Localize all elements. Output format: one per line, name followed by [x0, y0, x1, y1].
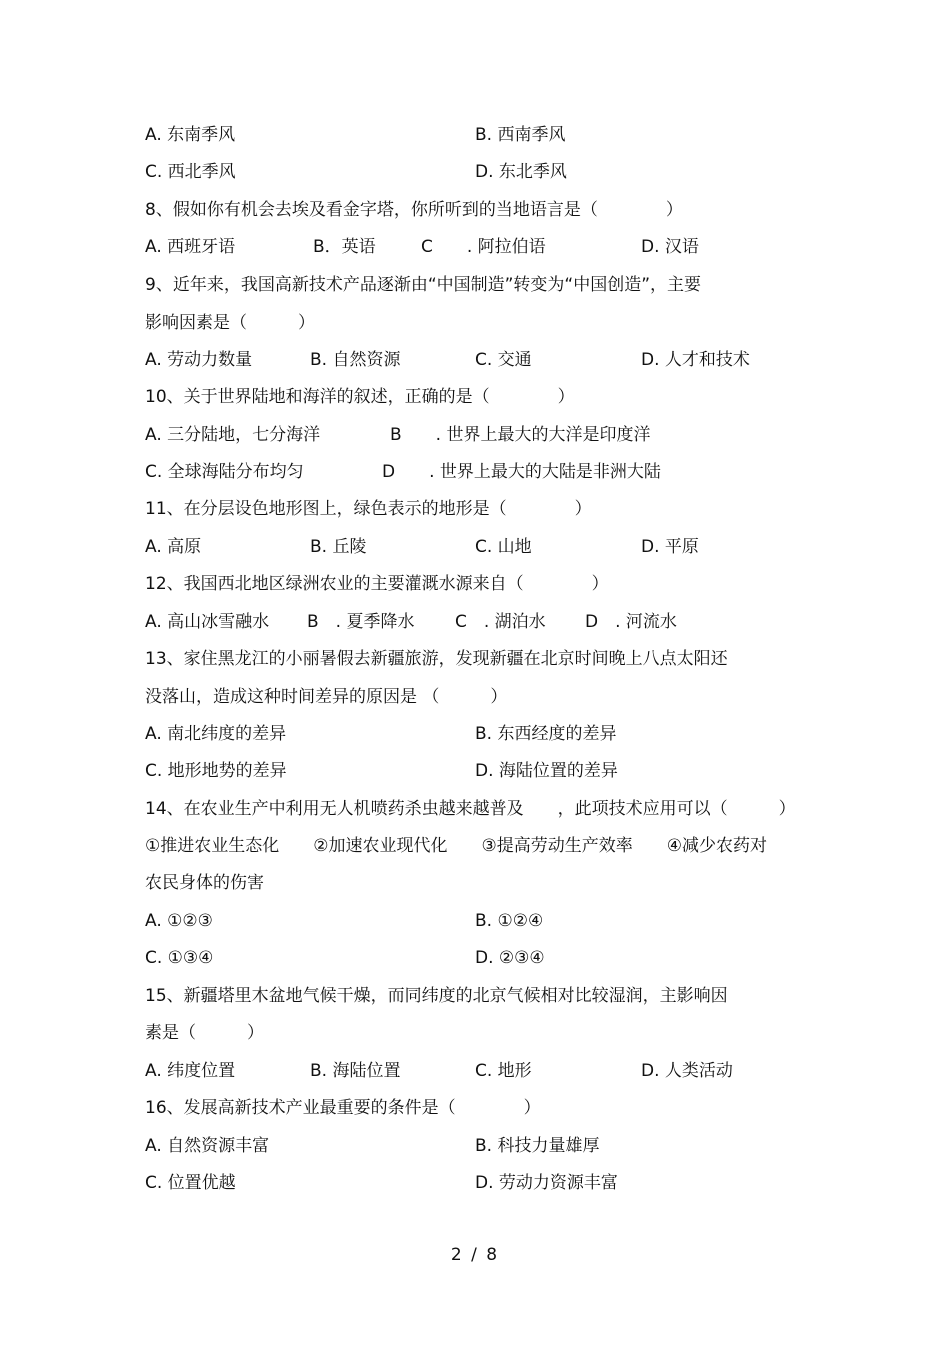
- q11-option-b: B. 丘陵: [310, 537, 367, 557]
- q15-option-b: B. 海陆位置: [310, 1061, 401, 1081]
- q13-stem-line1: 13、家住黑龙江的小丽暑假去新疆旅游，发现新疆在北京时间晚上八点太阳还: [145, 649, 728, 669]
- q9-stem-line1: 9、近年来，我国高新技术产品逐渐由“中国制造”转变为“中国创造”，主要: [145, 275, 702, 295]
- q12-option-d: D . 河流水: [585, 612, 677, 632]
- q14-stem-line3: 农民身体的伤害: [145, 873, 264, 893]
- q15-stem-line1: 15、新疆塔里木盆地气候干燥，而同纬度的北京气候相对比较湿润，主影响因: [145, 986, 728, 1006]
- q7-option-c: C. 西北季风: [145, 162, 236, 182]
- q14-stem-line2: ①推进农业生态化 ②加速农业现代化 ③提高劳动生产效率 ④减少农药对: [145, 836, 767, 856]
- q7-option-d: D. 东北季风: [475, 162, 567, 182]
- q15-option-c: C. 地形: [475, 1061, 532, 1081]
- q9-option-a: A. 劳动力数量: [145, 350, 253, 370]
- q8-stem: 8、假如你有机会去埃及看金字塔，你所听到的当地语言是（ ）: [145, 200, 683, 220]
- q11-options: [145, 532, 800, 562]
- q9-stem-line2: 影响因素是（ ）: [145, 313, 315, 333]
- q7-option-b: B. 西南季风: [475, 125, 566, 145]
- q14-option-a: A. ①②③: [145, 911, 213, 931]
- q11-option-c: C. 山地: [475, 537, 532, 557]
- q14-options-row2: [145, 943, 800, 973]
- q12-option-b: B . 夏季降水: [307, 612, 415, 632]
- q13-option-a: A. 南北纬度的差异: [145, 724, 287, 744]
- q8-options: [145, 232, 800, 262]
- page-number: 2 / 8: [450, 1245, 500, 1265]
- q9-options: [145, 345, 800, 375]
- q8-option-a: A. 西班牙语: [145, 237, 236, 257]
- q16-options-row1: [145, 1131, 800, 1161]
- q8-option-d: D. 汉语: [641, 237, 699, 257]
- q13-option-c: C. 地形地势的差异: [145, 761, 287, 781]
- q10-option-d: D . 世界上最大的大陆是非洲大陆: [382, 462, 661, 482]
- q16-option-a: A. 自然资源丰富: [145, 1136, 270, 1156]
- q14-option-c: C. ①③④: [145, 948, 214, 968]
- q14-option-b: B. ①②④: [475, 911, 544, 931]
- q11-option-d: D. 平原: [641, 537, 699, 557]
- q10-options-row2: [145, 457, 800, 487]
- q13-option-b: B. 东西经度的差异: [475, 724, 617, 744]
- q15-options: [145, 1056, 800, 1086]
- q11-option-a: A. 高原: [145, 537, 202, 557]
- q13-option-d: D. 海陆位置的差异: [475, 761, 618, 781]
- q14-option-d: D. ②③④: [475, 948, 545, 968]
- q7-options-row1: [145, 120, 800, 150]
- q15-stem-line2: 素是（ ）: [145, 1023, 264, 1043]
- q14-stem-line1: 14、在农业生产中利用无人机喷药杀虫越来越普及 ，此项技术应用可以（ ）: [145, 799, 796, 819]
- q14-options-row1: [145, 906, 800, 936]
- q16-option-d: D. 劳动力资源丰富: [475, 1173, 618, 1193]
- q16-option-b: B. 科技力量雄厚: [475, 1136, 600, 1156]
- q15-option-a: A. 纬度位置: [145, 1061, 236, 1081]
- q13-stem-line2: 没落山，造成这种时间差异的原因是 （ ）: [145, 687, 508, 707]
- q16-stem: 16、发展高新技术产业最重要的条件是（ ）: [145, 1098, 541, 1118]
- q7-options-row2: [145, 157, 800, 187]
- q8-option-c: C . 阿拉伯语: [421, 237, 546, 257]
- q10-option-a: A. 三分陆地，七分海洋: [145, 425, 321, 445]
- q9-option-b: B. 自然资源: [310, 350, 401, 370]
- q13-options-row1: [145, 719, 800, 749]
- q7-option-a: A. 东南季风: [145, 125, 236, 145]
- q15-option-d: D. 人类活动: [641, 1061, 733, 1081]
- q9-option-c: C. 交通: [475, 350, 532, 370]
- q16-option-c: C. 位置优越: [145, 1173, 236, 1193]
- q12-option-a: A. 高山冰雪融水: [145, 612, 270, 632]
- q16-options-row2: [145, 1168, 800, 1198]
- q10-option-b: B . 世界上最大的大洋是印度洋: [390, 425, 651, 445]
- q10-option-c: C. 全球海陆分布均匀: [145, 462, 304, 482]
- q8-option-b: B．英语: [313, 237, 376, 257]
- q13-options-row2: [145, 756, 800, 786]
- q12-stem: 12、我国西北地区绿洲农业的主要灌溉水源来自（ ）: [145, 574, 609, 594]
- q11-stem: 11、在分层设色地形图上，绿色表示的地形是（ ）: [145, 499, 592, 519]
- q12-option-c: C . 湖泊水: [455, 612, 546, 632]
- q10-stem: 10、关于世界陆地和海洋的叙述，正确的是（ ）: [145, 387, 575, 407]
- q12-options: [145, 607, 800, 637]
- q10-options-row1: [145, 420, 800, 450]
- q9-option-d: D. 人才和技术: [641, 350, 750, 370]
